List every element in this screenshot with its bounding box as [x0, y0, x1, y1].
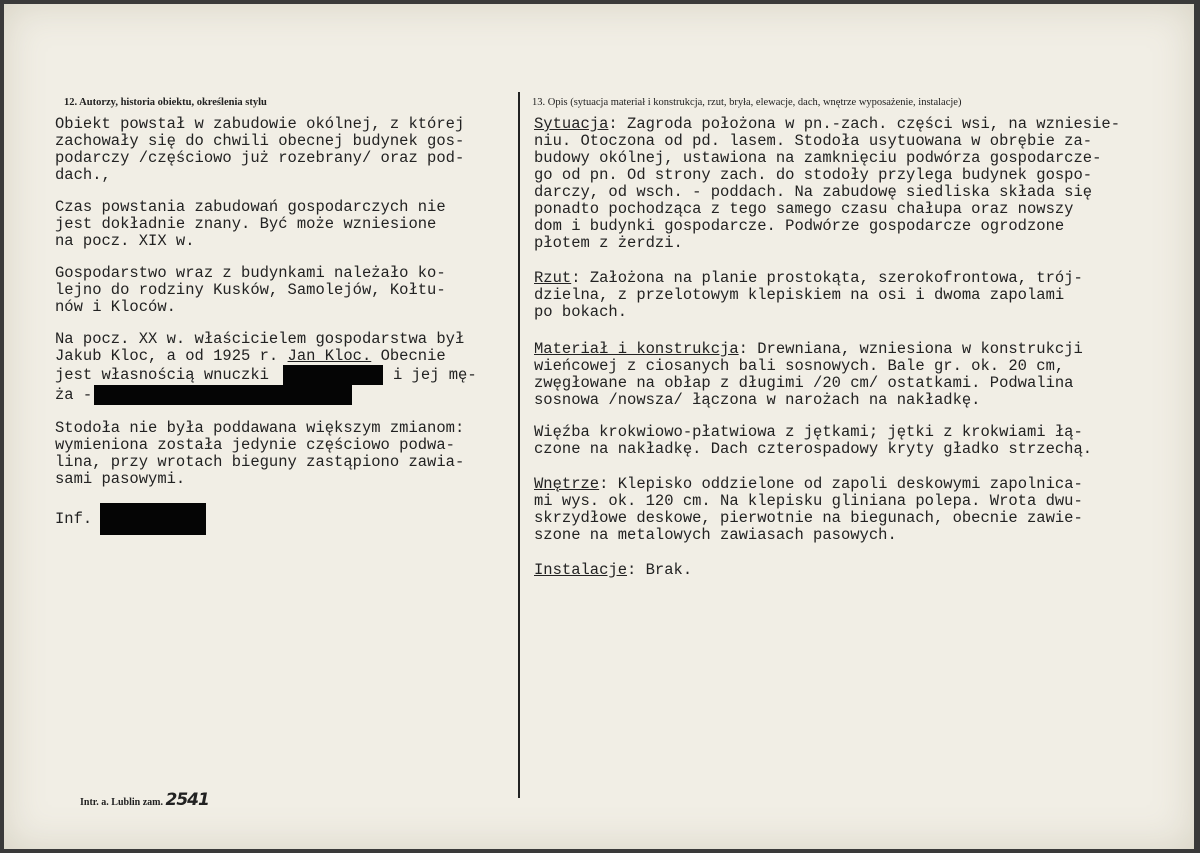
text-line: Gospodarstwo wraz z budynkami należało ko- [55, 264, 446, 282]
section-13-header: 13. Opis (sytuacja materiał i konstrukcja, rzut, bryła, elewacje, dach, wnętrze wyposażenie, instalacje) [532, 97, 962, 108]
text-line: Stodoła nie była poddawana większym zmianom: [55, 419, 465, 437]
text-line [534, 476, 1194, 493]
text-line: sami pasowymi. [55, 470, 186, 488]
wnetrze-section [534, 476, 1194, 544]
text-line: wymieniona została jedynie częściowo podwa- [55, 436, 455, 454]
wiezba-section [534, 424, 1194, 458]
text-line: szone na metalowych zawiasach pasowych. [534, 526, 897, 544]
instalacje-label: Instalacje [534, 561, 628, 579]
informant [55, 503, 515, 535]
history-paragraph-5 [55, 420, 515, 488]
history-paragraph-4 [55, 331, 515, 405]
text-line: czone na nakładkę. Dach czterospadowy kryty gładko strzechą. [534, 440, 1093, 458]
inventory-label: Intr. a. Lublin zam. [80, 797, 163, 808]
text-line: mi wys. ok. 120 cm. Na klepisku gliniana polepa. Wrota dwu- [534, 492, 1083, 510]
text-fragment: Obecnie [371, 347, 446, 365]
text-fragment: i jej mę- [392, 366, 477, 385]
history-paragraph-2 [55, 199, 515, 250]
inventory-number: 2541 [165, 790, 209, 810]
text-line: lina, przy wrotach bieguny zastąpiono zawia- [55, 453, 465, 471]
text-line [534, 341, 1194, 358]
text-line: płotem z żerdzi. [534, 234, 683, 252]
record-card [4, 4, 1194, 849]
text-line: skrzydłowe deskowe, pierwotnie na biegunach, obecnie zawie- [534, 509, 1083, 527]
text-line: niu. Otoczona od pd. lasem. Stodoła usytuowana w obrębie za- [534, 132, 1093, 150]
text-fragment: : Brak. [627, 561, 693, 579]
rzut-label: Rzut [534, 269, 572, 287]
text-line: podarczy /częściowo już rozebrany/ oraz pod- [55, 149, 465, 167]
wnetrze-label: Wnętrze [534, 475, 600, 493]
text-line: Na pocz. XX w. właścicielem gospodarstwa był [55, 330, 465, 348]
material-label: Materiał i konstrukcja [534, 340, 739, 358]
sytuacja-section [534, 116, 1194, 252]
text-line: dom i budynki gospodarcze. Podwórze gospodarcze ogrodzone [534, 217, 1065, 235]
text-fragment: ża - [55, 386, 93, 405]
text-fragment: Jakub Kloc, a od 1925 r. [55, 347, 288, 365]
text-line: go od pn. Od strony zach. do stodoły przylega budynek gospo- [534, 166, 1093, 184]
text-line: wieńcowej z ciosanych bali sosnowych. Bale gr. ok. 20 cm, [534, 357, 1065, 375]
text-line: Obiekt powstał w zabudowie okólnej, z której [55, 115, 465, 133]
text-line: darczy, od wsch. - poddach. Na zabudowę siedliska składa się [534, 183, 1093, 201]
text-line [534, 562, 1194, 579]
text-line: Czas powstania zabudowań gospodarczych nie [55, 198, 446, 216]
text-fragment: jest własnością wnuczki [55, 366, 269, 385]
text-line: budowy okólnej, ustawiona na zamknięciu podwórza gospodarcze- [534, 149, 1102, 167]
text-line [55, 503, 515, 535]
sytuacja-label: Sytuacja [534, 115, 609, 133]
text-line: na pocz. XIX w. [55, 232, 195, 250]
text-line [55, 365, 515, 385]
text-line [534, 116, 1194, 133]
description-column [534, 116, 1194, 594]
text-line: Więźba krokwiowo-płatwiowa z jętkami; jętki z krokwiami łą- [534, 423, 1083, 441]
text-fragment: : Założona na planie prostokąta, szerokofrontowa, trój- [571, 269, 1083, 287]
instalacje-section [534, 562, 1194, 579]
inventory-footer [80, 790, 209, 810]
redaction-bar [94, 385, 352, 405]
text-fragment: : Drewniana, wzniesiona w konstrukcji [738, 340, 1083, 358]
column-divider [518, 92, 520, 798]
text-line: dach., [55, 166, 111, 184]
text-line [534, 270, 1194, 287]
history-column [55, 116, 515, 550]
section-12-header: 12. Autorzy, historia obiektu, określenia stylu [64, 97, 267, 108]
text-line: ponadto pochodząca z tego samego czasu chałupa oraz nowszy [534, 200, 1074, 218]
rzut-section [534, 270, 1194, 321]
history-paragraph-3 [55, 265, 515, 316]
text-line: zwęgłowane na obłap z długimi /20 cm/ ostatkami. Podwalina [534, 374, 1074, 392]
text-line: nów i Kloców. [55, 298, 176, 316]
text-line: zachowały się do chwili obecnej budynek gos- [55, 132, 465, 150]
text-line [55, 385, 515, 405]
text-line: jest dokładnie znany. Być może wzniesione [55, 215, 437, 233]
text-line: sosnowa /nowsza/ łączona w narożach na nakładkę. [534, 391, 981, 409]
material-section [534, 341, 1194, 409]
redaction-bar [283, 365, 383, 385]
history-paragraph-1 [55, 116, 515, 184]
redaction-bar [100, 503, 206, 535]
underlined-name: Jan Kloc. [287, 347, 372, 365]
text-line: lejno do rodziny Kusków, Samolejów, Kołtu- [55, 281, 446, 299]
text-fragment: : Zagroda położona w pn.-zach. części wsi, na wzniesie- [608, 115, 1121, 133]
text-fragment: : Klepisko oddzielone od zapoli deskowymi zapolnica- [599, 475, 1083, 493]
text-line: po bokach. [534, 303, 628, 321]
text-line [55, 348, 515, 365]
informant-label: Inf. [55, 510, 93, 529]
text-line: dzielna, z przelotowym klepiskiem na osi i dwoma zapolami [534, 286, 1065, 304]
